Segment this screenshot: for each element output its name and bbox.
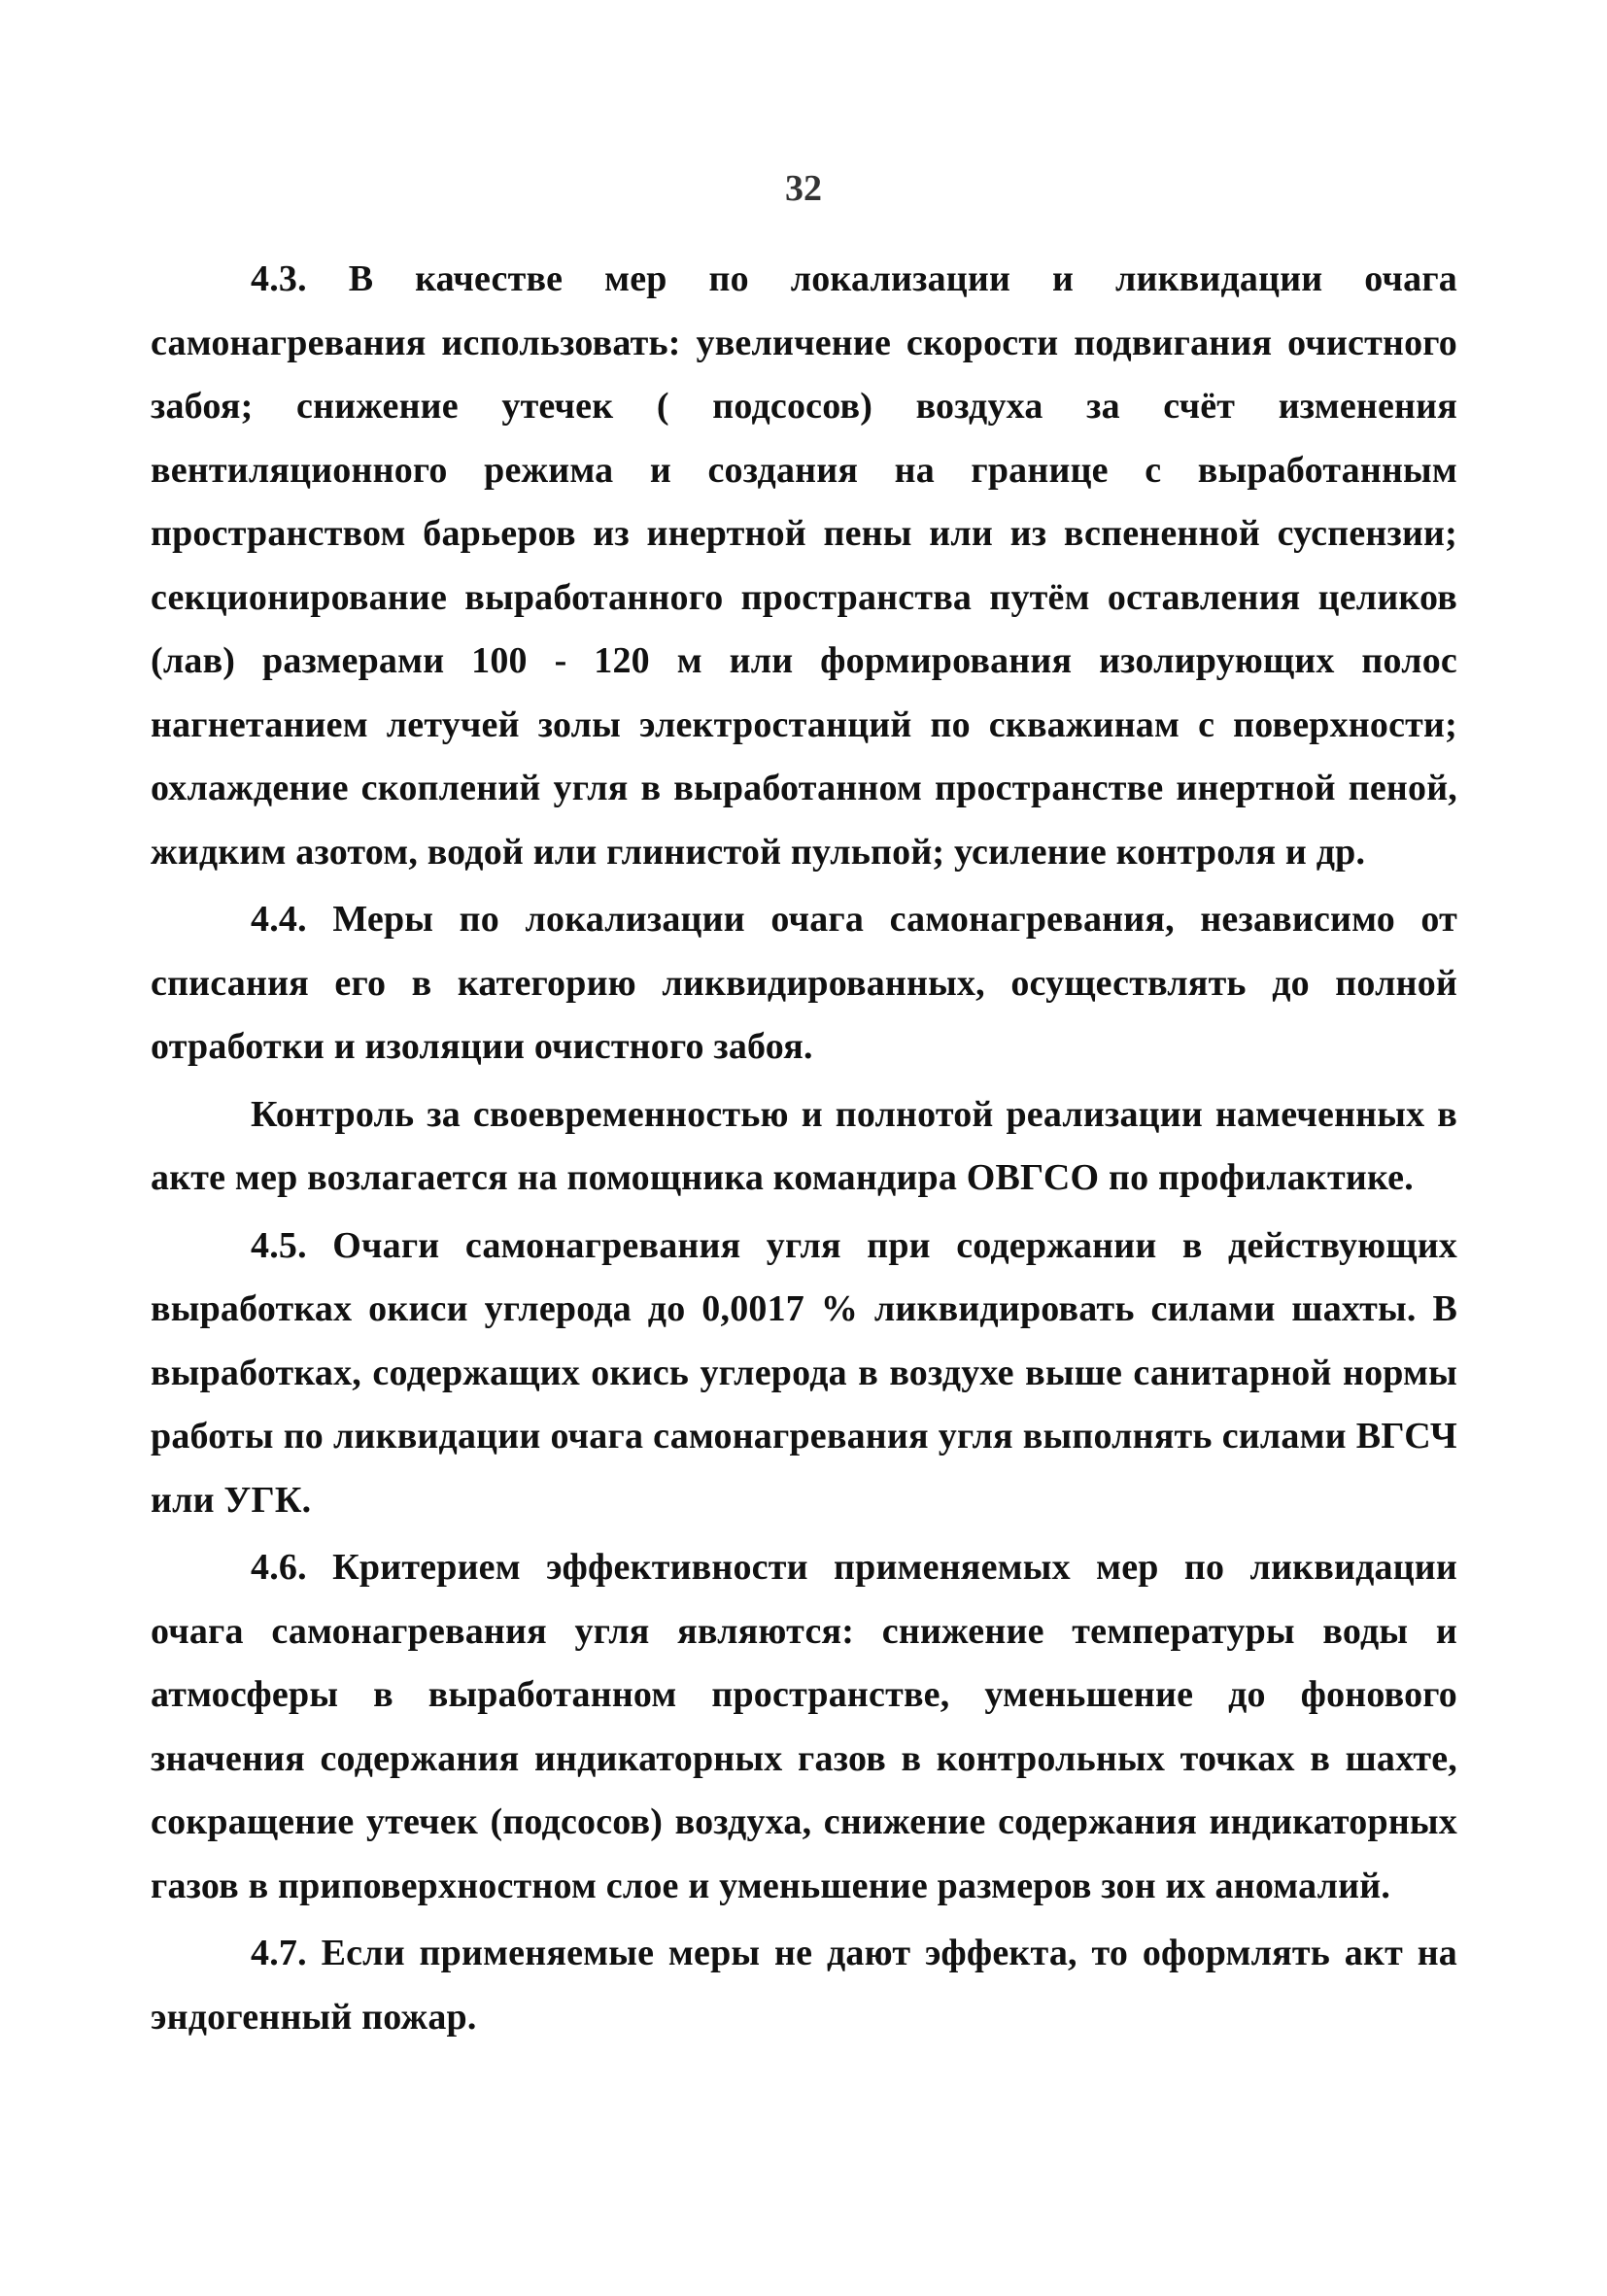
page-number: 32 (785, 168, 822, 209)
paragraph-4-4: 4.4. Меры по локализации очага самонагревания, независимо от списания его в категорию ликвидированных, осуществлять до полной отработки и изоляции очистного забоя. (151, 899, 1457, 1067)
paragraph-4-3: 4.3. В качестве мер по локализации и ликвидации очага самонагревания использовать: увеличение скорости подвигания очистного забоя; снижение утечек ( подсосов) воздуха за счёт изменения вентиляционного режима и создания на границе с выработанным пространством барьеров из инертной пены или из вспененной суспензии; секционирование выработанного пространства путём оставления целиков (лав) размерами 100 - 120 м или формирования изолирующих полос нагнетанием летучей золы электростанций по скважинам с поверхности; охлаждение скоплений угля в выработанном пространстве инертной пеной, жидким азотом, водой или глинистой пульпой; усиление контроля и др. (151, 258, 1457, 873)
paragraph-4-6: 4.6. Критерием эффективности применяемых мер по ликвидации очага самонагревания угля являются: снижение температуры воды и атмосферы в выработанном пространстве, уменьшение до фонового значения содержания индикаторных газов в контрольных точках в шахте, сокращение утечек (подсосов) воздуха, снижение содержания индикаторных газов в приповерхностном слое и уменьшение размеров зон их аномалий. (151, 1547, 1457, 1906)
document-body (151, 248, 1457, 2049)
paragraph-control: Контроль за своевременностью и полнотой реализации намеченных в акте мер возлагается на помощника командира ОВГСО по профилактике. (151, 1093, 1457, 1198)
paragraph-4-5: 4.5. Очаги самонагревания угля при содержании в действующих выработках окиси углерода до 0,0017 % ликвидировать силами шахты. В выработках, содержащих окись углерода в воздухе выше санитарной нормы работы по ликвидации очага самонагревания угля выполнять силами ВГСЧ или УГК. (151, 1224, 1457, 1521)
paragraph-4-7: 4.7. Если применяемые меры не дают эффекта, то оформлять акт на эндогенный пожар. (151, 1933, 1457, 2038)
